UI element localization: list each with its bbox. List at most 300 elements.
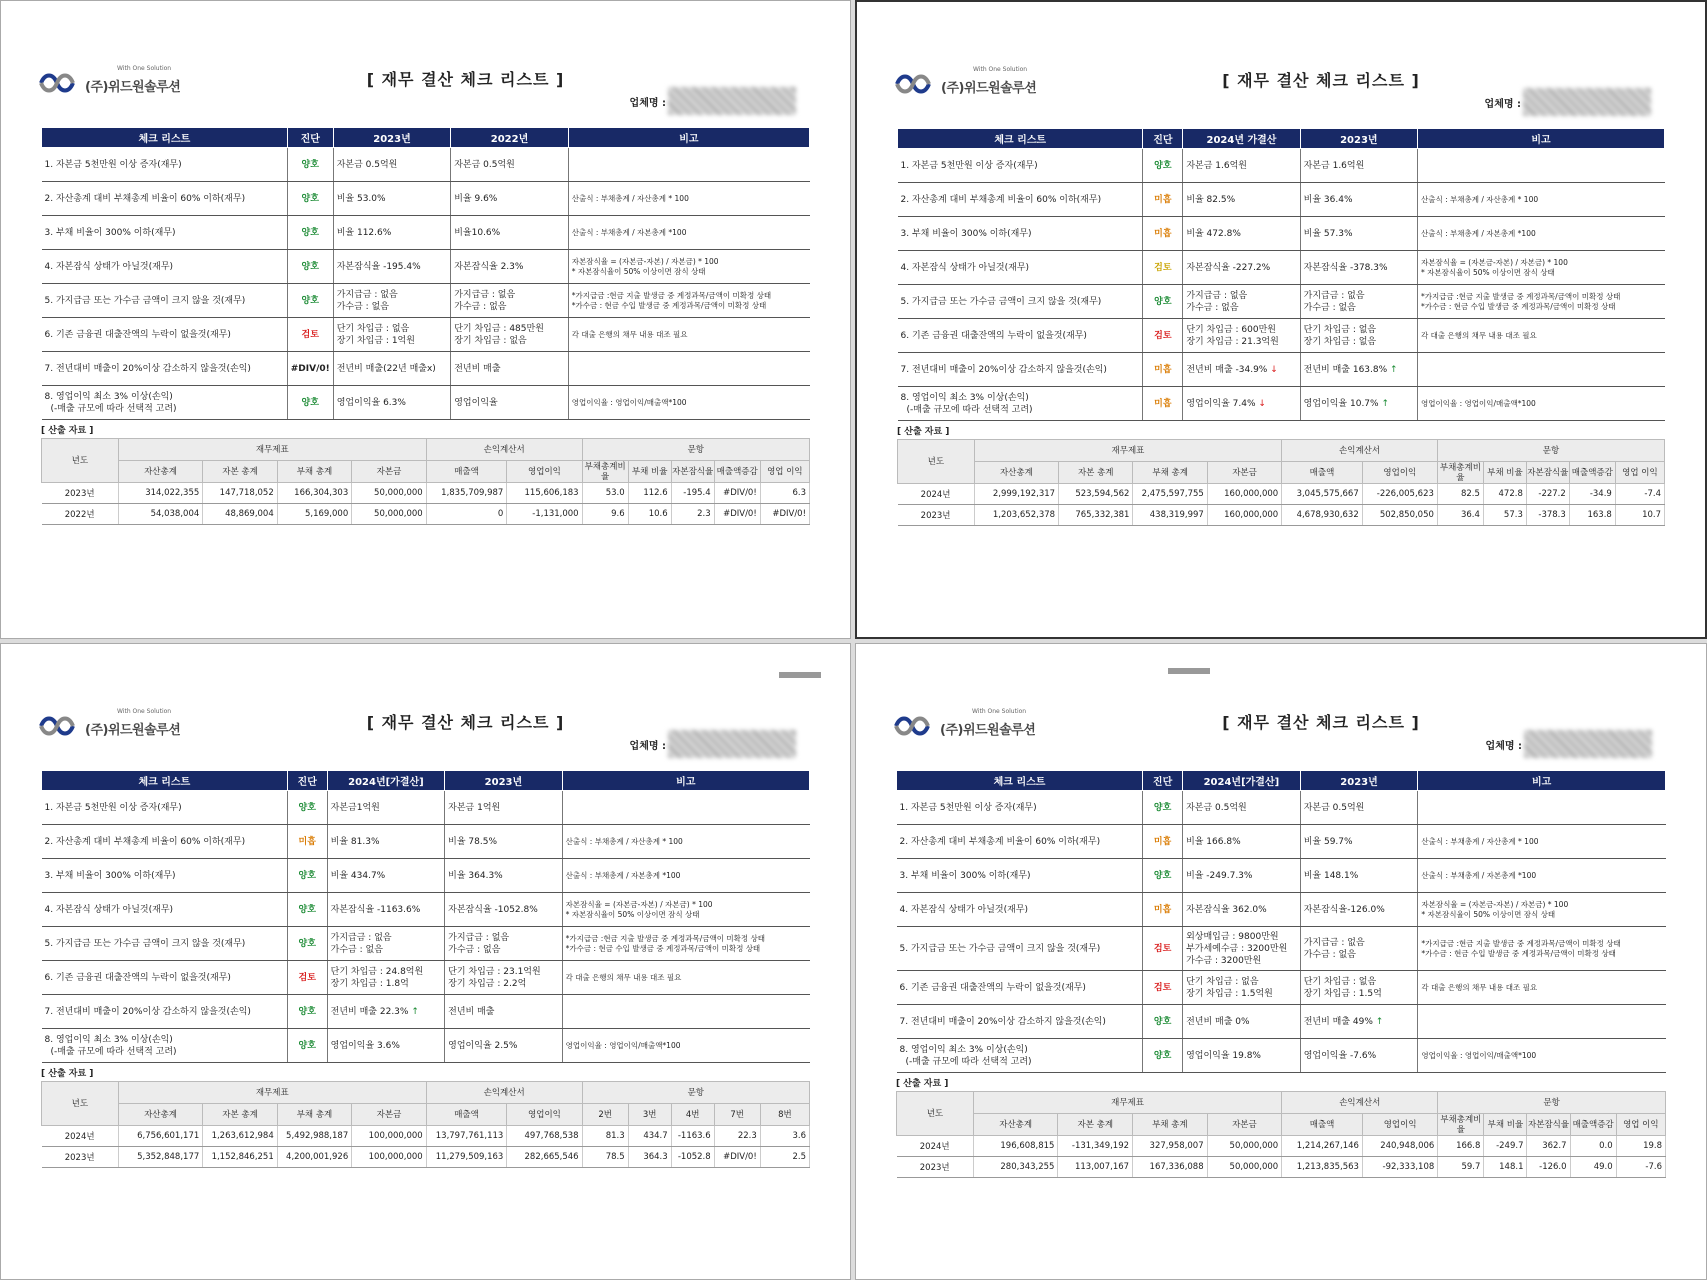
year-value-cell <box>327 961 445 995</box>
year-value-cell <box>1300 971 1418 1005</box>
page-header <box>41 702 810 770</box>
year-value: 비율 57.3% <box>1303 228 1353 239</box>
calc-value: 53.0 <box>582 483 628 504</box>
calc-value: 2.3 <box>671 504 714 525</box>
year-value: 가지급금 : 없음 <box>330 932 392 943</box>
calc-group-pl: 손익계산서 <box>426 1082 582 1104</box>
calc-value: 434.7 <box>628 1126 671 1147</box>
year-value-cell <box>1183 971 1301 1005</box>
document-title: [ 재무 결산 체크 리스트 ] <box>1222 713 1420 732</box>
year-value-cell <box>451 216 569 250</box>
year-value-cell <box>1300 285 1417 319</box>
calc-col-sales: 매출액 <box>1282 1114 1363 1136</box>
year-value-cell <box>333 148 451 182</box>
year-value-cell <box>1183 791 1301 825</box>
year-value: 장기 차입금 : 없음 <box>1303 336 1377 347</box>
year-value-cell <box>451 148 569 182</box>
year-value: 장기 차입금 : 없음 <box>454 335 527 346</box>
calc-col-q2: 부채 비율 <box>1484 1114 1527 1136</box>
checklist-row <box>897 1005 1666 1039</box>
calc-col-assets: 자산총계 <box>973 1114 1058 1136</box>
note-text: *가지급금 :현금 지출 발생금 중 계정과목/금액이 미확정 상태 <box>565 934 766 943</box>
company-name-redacted <box>1524 730 1652 758</box>
checklist-item <box>897 893 1143 927</box>
year-value-cell <box>327 1029 445 1063</box>
year-value: 비율 53.0% <box>336 193 386 204</box>
calc-col-sales: 매출액 <box>426 1104 507 1126</box>
year-value: 단기 차입금 : 24.8억원 <box>330 966 424 977</box>
note-cell <box>1418 353 1665 387</box>
note-text: 산출식 : 부채총계 / 자산총계 * 100 <box>565 836 683 846</box>
calc-col-q5: 8번 <box>760 1104 809 1126</box>
year-value: 가지급금 : 없음 <box>336 289 398 300</box>
calc-col-q1: 부채총계비율 <box>582 461 628 483</box>
calc-value: 10.7 <box>1615 505 1664 526</box>
note-cell <box>568 386 809 420</box>
checklist-item-label: 1. 자본금 5천만원 이상 증자(재무) <box>44 802 182 813</box>
col-diagnosis: 진단 <box>1143 129 1183 149</box>
calc-section-title: [ 산출 자료 ] <box>897 427 950 437</box>
diagnosis-value: 미흡 <box>1143 353 1183 387</box>
calc-value: #DIV/0! <box>714 1147 760 1168</box>
checklist-item-label: 8. 영업이익 최소 3% 이상(손익) <box>899 1044 1028 1055</box>
company-label: 업체명 : <box>1484 98 1521 110</box>
company-label: 업체명 : <box>629 97 666 109</box>
calc-col-q5: 영업 이익 <box>760 461 809 483</box>
checklist-item <box>42 216 288 250</box>
checklist-item-sublabel: (-매출 규모에 따라 선택적 고려) <box>50 403 177 414</box>
calc-value: 196,608,815 <box>973 1136 1058 1157</box>
note-text: 자본잠식율 = (자본금-자본) / 자본금) * 100 <box>1421 258 1568 267</box>
calc-col-q4: 매출액증감 <box>1569 462 1615 484</box>
year-value-cell <box>445 1029 563 1063</box>
page-marker <box>1168 668 1210 674</box>
checklist-item-label: 6. 기존 금융권 대출잔액의 누락이 없을것(재무) <box>900 330 1087 341</box>
year-value-cell <box>1300 183 1417 217</box>
calc-col-q5: 영업 이익 <box>1616 1114 1665 1136</box>
checklist-item <box>42 386 288 420</box>
diagnosis-value: 양호 <box>1143 149 1183 183</box>
calc-value: 50,000,000 <box>1207 1136 1282 1157</box>
diagnosis-value: 미흡 <box>1143 893 1183 927</box>
year-value-cell <box>1300 859 1418 893</box>
checklist-page-4 <box>855 643 1707 1280</box>
calc-group-pl: 손익계산서 <box>426 439 582 461</box>
calc-col-q1: 부채총계비율 <box>1438 1114 1484 1136</box>
calc-value: 22.3 <box>714 1126 760 1147</box>
diagnosis-value: 양호 <box>287 995 327 1029</box>
note-text: 자본잠식율 = (자본금-자본) / 자본금) * 100 <box>565 900 713 909</box>
year-value: 가수금 : 없음 <box>454 301 507 312</box>
year-value-cell <box>1183 217 1300 251</box>
year-value-cell <box>1183 825 1301 859</box>
note-text: * 자본잠식율이 50% 이상이면 잠식 상태 <box>571 266 706 276</box>
calc-value: 100,000,000 <box>352 1126 426 1147</box>
checklist-item-label: 5. 가지급금 또는 가수금 금액이 크지 않을 것(재무) <box>899 943 1101 954</box>
col-diagnosis: 진단 <box>287 128 333 148</box>
checklist-row <box>897 971 1666 1005</box>
calc-group-items: 문항 <box>582 439 809 461</box>
year-value-cell <box>1300 1039 1418 1073</box>
calc-value: 113,007,167 <box>1058 1157 1133 1178</box>
note-cell <box>562 1029 809 1063</box>
year-value-cell <box>333 284 451 318</box>
year-value-cell <box>1300 1005 1418 1039</box>
calc-row <box>898 505 1665 526</box>
calc-group-fin: 재무제표 <box>118 1082 426 1104</box>
calc-value: 240,948,006 <box>1362 1136 1437 1157</box>
calc-col-assets: 자산총계 <box>974 462 1058 484</box>
year-value: 전년비 매출 163.8% <box>1303 364 1388 375</box>
calc-value: 50,000,000 <box>352 483 426 504</box>
calc-value: 4,200,001,926 <box>277 1147 351 1168</box>
checklist-item-label: 3. 부채 비율이 300% 이하(재무) <box>900 228 1032 239</box>
calc-group-pl: 손익계산서 <box>1282 1092 1438 1114</box>
company-name-field <box>1486 730 1652 758</box>
calc-col-capital: 자본금 <box>352 461 426 483</box>
year-value: 외상매입금 : 9800만원 <box>1186 931 1279 942</box>
checklist-item-label: 2. 자산총계 대비 부채총계 비율이 60% 이하(재무) <box>900 194 1102 205</box>
year-value: 자본금 1.6억원 <box>1303 160 1365 171</box>
calc-value: 147,718,052 <box>203 483 277 504</box>
calc-value: 6,756,601,171 <box>118 1126 202 1147</box>
note-cell <box>562 893 809 927</box>
calc-group-pl: 손익계산서 <box>1282 440 1438 462</box>
year-value: 비율 9.6% <box>454 193 498 204</box>
checklist-item <box>42 250 288 284</box>
note-cell <box>1418 825 1666 859</box>
year-value-cell <box>1183 183 1300 217</box>
diagnosis-value: 양호 <box>287 182 333 216</box>
note-cell <box>568 352 809 386</box>
note-cell <box>1418 893 1666 927</box>
checklist-item-sublabel: (-매출 규모에 따라 선택적 고려) <box>50 1046 177 1057</box>
checklist-item <box>42 352 288 386</box>
note-cell <box>1418 971 1666 1005</box>
year-value-cell <box>1300 217 1417 251</box>
checklist-item <box>897 927 1143 971</box>
year-value: 비율10.6% <box>454 227 501 238</box>
calc-row <box>42 504 810 525</box>
note-cell <box>562 995 809 1029</box>
note-text: 산출식 : 부채총계 / 자본총계 *100 <box>565 870 681 880</box>
year-value: 자본잠식율 -195.4% <box>336 261 421 272</box>
calc-value: 50,000,000 <box>352 504 426 525</box>
calc-row <box>898 484 1665 505</box>
checklist-row <box>897 927 1666 971</box>
year-value: 장기 차입금 : 2.2억 <box>448 978 527 989</box>
company-name-redacted <box>1523 88 1651 116</box>
calc-value: 282,665,546 <box>507 1147 582 1168</box>
year-value-cell <box>1300 791 1418 825</box>
calc-value: -226,005,623 <box>1362 484 1437 505</box>
company-name-field <box>630 87 796 115</box>
calc-year: 2023년 <box>42 1147 119 1168</box>
year-value-cell <box>1183 387 1300 421</box>
arrow-up-icon: ↑ <box>1378 398 1389 409</box>
year-value: 단기 차입금 : 없음 <box>336 323 410 334</box>
year-value-cell <box>1300 353 1417 387</box>
calc-col-op: 영업이익 <box>1362 1114 1437 1136</box>
calc-col-q3: 4번 <box>671 1104 714 1126</box>
note-cell <box>568 148 809 182</box>
year-value-cell <box>451 182 569 216</box>
checklist-item <box>898 319 1143 353</box>
checklist-item-label: 7. 전년대비 매출이 20%이상 감소하지 않을것(손익) <box>44 1006 251 1017</box>
year-value: 단기 차입금 : 485만원 <box>454 323 544 334</box>
company-label: 업체명 : <box>1485 740 1522 752</box>
calc-group-items: 문항 <box>1438 1092 1666 1114</box>
col-year-1: 2023년 <box>333 128 451 148</box>
year-value-cell <box>1183 927 1301 971</box>
note-cell <box>1418 387 1665 421</box>
calc-value: -249.7 <box>1484 1136 1527 1157</box>
checklist-item <box>42 284 288 318</box>
calc-value: 19.8 <box>1616 1136 1665 1157</box>
diagnosis-value: 미흡 <box>1143 217 1183 251</box>
note-text: * 자본잠식율이 50% 이상이면 잠식 상태 <box>1421 267 1555 277</box>
note-text: 산출식 : 부채총계 / 자산총계 * 100 <box>571 193 689 203</box>
checklist-row <box>42 182 810 216</box>
checklist-item-label: 5. 가지급금 또는 가수금 금액이 크지 않을 것(재무) <box>44 295 246 306</box>
year-value: 장기 차입금 : 1.5억원 <box>1186 988 1273 999</box>
year-value-cell <box>445 791 563 825</box>
calc-value: 167,336,088 <box>1133 1157 1208 1178</box>
year-value: 영업이익율 6.3% <box>336 397 406 408</box>
checklist-item <box>42 148 288 182</box>
year-value-cell <box>1183 285 1300 319</box>
year-value: 자본금 0.5억원 <box>1186 802 1247 813</box>
diagnosis-value: #DIV/0! <box>287 352 333 386</box>
checklist-item <box>42 791 288 825</box>
checklist-item-label: 6. 기존 금융권 대출잔액의 누락이 없을것(재무) <box>899 982 1086 993</box>
page-header <box>896 702 1666 770</box>
year-value: 비율 -249.7.3% <box>1186 870 1253 881</box>
note-cell <box>562 825 809 859</box>
calc-value: -34.9 <box>1569 484 1615 505</box>
calc-section-title: [ 산출 자료 ] <box>896 1079 949 1089</box>
year-value-cell <box>445 927 563 961</box>
calc-col-q3: 자본잠식율 <box>1527 1114 1570 1136</box>
calc-table <box>896 1091 1666 1178</box>
checklist-item <box>897 859 1143 893</box>
checklist-row <box>897 825 1666 859</box>
year-value: 비율 434.7% <box>330 870 386 881</box>
page-header <box>41 59 810 127</box>
diagnosis-value: 미흡 <box>287 825 327 859</box>
calc-value: 523,594,562 <box>1059 484 1133 505</box>
calc-value: 78.5 <box>582 1147 628 1168</box>
calc-value: 160,000,000 <box>1207 505 1281 526</box>
year-value-cell <box>327 995 445 1029</box>
checklist-row <box>897 1039 1666 1073</box>
calc-value: 166.8 <box>1438 1136 1484 1157</box>
year-value-cell <box>333 386 451 420</box>
calc-col-op: 영업이익 <box>1362 462 1437 484</box>
year-value: 자본금 0.5억원 <box>1303 802 1365 813</box>
checklist-item-sublabel: (-매출 규모에 따라 선택적 고려) <box>906 404 1033 415</box>
note-cell <box>1418 859 1666 893</box>
calc-value: 1,263,612,984 <box>203 1126 277 1147</box>
calc-value: 2,999,192,317 <box>974 484 1058 505</box>
year-value: 영업이익율 7.4% <box>1186 398 1256 409</box>
note-text: 자본잠식율 = (자본금-자본) / 자본금) * 100 <box>571 257 719 266</box>
checklist-item-label: 8. 영업이익 최소 3% 이상(손익) <box>900 392 1029 403</box>
year-value-cell <box>1300 825 1418 859</box>
calc-col-capital: 자본금 <box>352 1104 426 1126</box>
checklist-item-label: 7. 전년대비 매출이 20%이상 감소하지 않을것(손익) <box>44 363 251 374</box>
checklist-row <box>42 927 810 961</box>
year-value: 자본금 1.6억원 <box>1186 160 1247 171</box>
note-text: 산출식 : 부채총계 / 자산총계 * 100 <box>1421 836 1539 846</box>
calc-value: 314,022,355 <box>118 483 202 504</box>
year-value-cell <box>1300 387 1417 421</box>
checklist-page-1 <box>0 0 851 639</box>
calc-col-assets: 자산총계 <box>118 461 202 483</box>
calc-row <box>42 1126 810 1147</box>
col-notes: 비고 <box>1418 771 1666 791</box>
company-name-field <box>1485 88 1651 116</box>
arrow-up-icon: ↑ <box>408 1006 419 1017</box>
year-value: 전년비 매출 <box>448 1006 495 1017</box>
checklist-row <box>898 319 1665 353</box>
calc-col-op: 영업이익 <box>507 1104 582 1126</box>
year-value-cell <box>327 893 445 927</box>
year-value: 단기 차입금 : 없음 <box>1186 976 1259 987</box>
note-text: 영업이익율 : 영업이익/매출액*100 <box>571 397 687 407</box>
calc-value: 5,352,848,177 <box>118 1147 202 1168</box>
checklist-item-label: 1. 자본금 5천만원 이상 증자(재무) <box>900 160 1038 171</box>
year-value: 비율 148.1% <box>1303 870 1359 881</box>
checklist-row <box>42 995 810 1029</box>
checklist-item-label: 5. 가지급금 또는 가수금 금액이 크지 않을 것(재무) <box>900 296 1102 307</box>
checklist-row <box>42 961 810 995</box>
calc-col-equity: 자본 총계 <box>203 461 277 483</box>
diagnosis-value: 양호 <box>287 284 333 318</box>
calc-table <box>897 439 1665 526</box>
calc-col-liab: 부채 총계 <box>277 461 351 483</box>
calc-value: 4,678,930,632 <box>1282 505 1363 526</box>
year-value-cell <box>333 352 451 386</box>
year-value-cell <box>445 995 563 1029</box>
calc-value: 6.3 <box>760 483 809 504</box>
note-text: *가지급금 :현금 지출 발생금 중 계정과목/금액이 미확정 상태 <box>1421 939 1621 948</box>
calc-row <box>42 483 810 504</box>
calc-col-q4: 매출액증감 <box>1570 1114 1616 1136</box>
checklist-row <box>897 859 1666 893</box>
checklist-item <box>42 1029 288 1063</box>
calc-value: 1,213,835,563 <box>1282 1157 1363 1178</box>
checklist-page-3 <box>0 643 851 1280</box>
checklist-row <box>42 318 810 352</box>
calc-value: 2,475,597,755 <box>1133 484 1207 505</box>
year-value-cell <box>327 791 445 825</box>
note-cell <box>562 859 809 893</box>
checklist-item <box>897 791 1143 825</box>
year-value: 비율 36.4% <box>1303 194 1353 205</box>
diagnosis-value: 미흡 <box>1143 825 1183 859</box>
year-value-cell <box>1183 319 1300 353</box>
checklist-item-label: 3. 부채 비율이 300% 이하(재무) <box>44 870 176 881</box>
checklist-item <box>898 285 1143 319</box>
year-value: 가수금 : 3200만원 <box>1186 955 1262 966</box>
diagnosis-value: 검토 <box>1143 971 1183 1005</box>
year-value: 부가세예수금 : 3200만원 <box>1186 943 1288 954</box>
calc-year: 2023년 <box>42 483 119 504</box>
year-value: 자본잠식율 -1052.8% <box>448 904 538 915</box>
calc-value: 59.7 <box>1438 1157 1484 1178</box>
checklist-row <box>897 893 1666 927</box>
year-value-cell <box>1300 319 1417 353</box>
checklist-item <box>897 825 1143 859</box>
calc-value: 3,045,575,667 <box>1282 484 1363 505</box>
checklist-item <box>897 971 1143 1005</box>
calc-year: 2022년 <box>42 504 119 525</box>
calc-col-liab: 부채 총계 <box>1133 1114 1208 1136</box>
checklist-row <box>42 859 810 893</box>
checklist-row <box>42 893 810 927</box>
year-value: 자본잠식율-126.0% <box>1303 904 1385 915</box>
note-text: 영업이익율 : 영업이익/매출액*100 <box>1421 398 1536 408</box>
logo-name: (주)위드원솔루션 <box>941 81 1037 96</box>
checklist-item-label: 1. 자본금 5천만원 이상 증자(재무) <box>899 802 1037 813</box>
year-value: 장기 차입금 : 1.8억 <box>330 978 409 989</box>
year-value: 가지급금 : 없음 <box>1186 290 1248 301</box>
year-value: 가지급금 : 없음 <box>1303 937 1365 948</box>
checklist-row <box>42 825 810 859</box>
checklist-item-label: 8. 영업이익 최소 3% 이상(손익) <box>44 1034 173 1045</box>
note-text: * 자본잠식율이 50% 이상이면 잠식 상태 <box>1421 909 1556 919</box>
year-value-cell <box>451 318 569 352</box>
calc-group-items: 문항 <box>1437 440 1664 462</box>
logo-subtitle: With One Solution <box>117 708 172 715</box>
checklist-item <box>898 149 1143 183</box>
calc-col-year: 년도 <box>898 440 975 484</box>
checklist-item-label: 6. 기존 금융권 대출잔액의 누락이 없을것(재무) <box>44 329 231 340</box>
calc-table <box>41 438 810 525</box>
year-value: 자본금 0.5억원 <box>336 159 398 170</box>
checklist-item-label: 4. 자본잠식 상태가 아닐것(재무) <box>44 904 174 915</box>
diagnosis-value: 양호 <box>1143 1005 1183 1039</box>
note-text: * 자본잠식율이 50% 이상이면 잠식 상태 <box>565 909 700 919</box>
year-value: 전년비 매출(22년 매출x) <box>336 363 436 374</box>
year-value-cell <box>1183 893 1301 927</box>
calc-value: 54,038,004 <box>118 504 202 525</box>
checklist-item-label: 6. 기존 금융권 대출잔액의 누락이 없을것(재무) <box>44 972 231 983</box>
year-value-cell <box>1183 859 1301 893</box>
checklist-row <box>898 387 1665 421</box>
calc-col-liab: 부채 총계 <box>277 1104 351 1126</box>
checklist-item-label: 7. 전년대비 매출이 20%이상 감소하지 않을것(손익) <box>899 1016 1106 1027</box>
checklist-row <box>42 284 810 318</box>
calc-col-q2: 부채 비율 <box>1483 462 1526 484</box>
checklist-row <box>42 1029 810 1063</box>
calc-value: 81.3 <box>582 1126 628 1147</box>
calc-col-q2: 3번 <box>628 1104 671 1126</box>
calc-value: -1,131,000 <box>507 504 582 525</box>
calc-value: 10.6 <box>628 504 671 525</box>
company-name-redacted <box>668 730 796 758</box>
note-cell <box>1418 183 1665 217</box>
year-value: 전년비 매출 22.3% <box>330 1006 409 1017</box>
note-cell <box>1418 285 1665 319</box>
checklist-row <box>898 217 1665 251</box>
year-value: 자본잠식율 2.3% <box>454 261 524 272</box>
calc-col-liab: 부채 총계 <box>1133 462 1207 484</box>
checklist-item-sublabel: (-매출 규모에 따라 선택적 고려) <box>905 1056 1032 1067</box>
year-value: 자본금 1억원 <box>448 802 501 813</box>
checklist-row <box>898 183 1665 217</box>
